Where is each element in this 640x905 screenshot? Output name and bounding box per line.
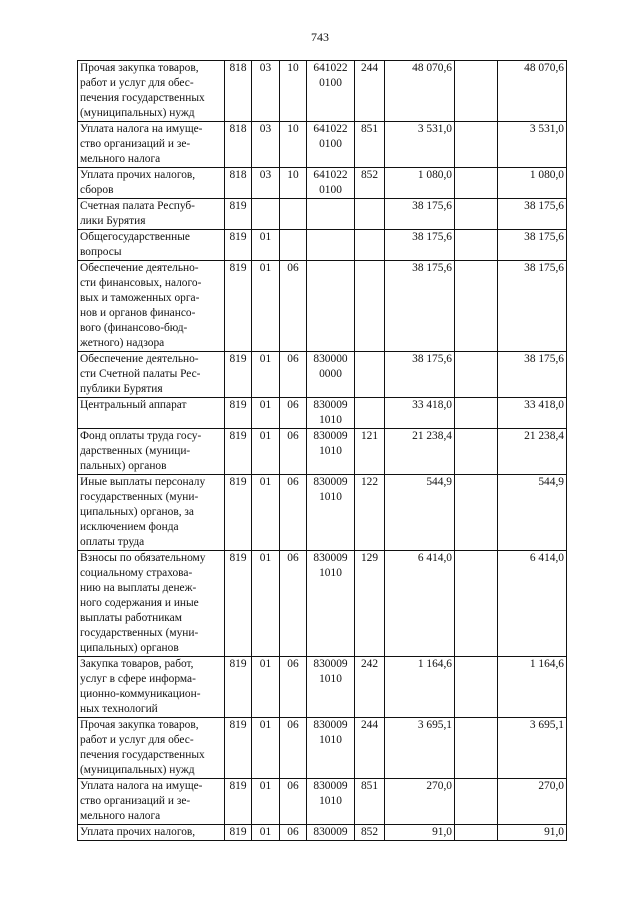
cell-total [498,429,567,475]
budget-table [77,60,567,841]
cell-ministry-code [225,657,252,718]
cell-ministry-code-text: 819 [229,826,247,838]
cell-amount [385,230,455,261]
cell-target-code-text: 830009 1010 [313,658,348,685]
table-row [78,261,567,352]
cell-target-code [307,718,355,779]
cell-name-text: Уплата прочих налогов, сборов [80,169,196,196]
cell-subsection-code [280,551,307,657]
cell-amount-2 [455,168,498,199]
cell-total-text: 38 175,6 [524,353,564,365]
cell-target-code [307,352,355,398]
cell-target-code [307,398,355,429]
table-row [78,475,567,551]
cell-section-code-text: 01 [259,430,272,442]
cell-subsection-code [280,261,307,352]
cell-expense-code-text: 242 [360,658,379,670]
table-row [78,352,567,398]
cell-total-text: 48 070,6 [524,62,564,74]
cell-amount-2 [455,122,498,168]
cell-name [78,718,225,779]
cell-name-text: Обеспечение деятельно- сти Счетной палаты Рес- публики Бурятия [80,353,201,395]
cell-expense-code [355,199,385,230]
cell-name [78,61,225,122]
cell-expense-code [355,551,385,657]
cell-section-code-text: 01 [259,476,272,488]
cell-amount-text: 91,0 [432,826,452,838]
cell-target-code [307,475,355,551]
cell-name [78,261,225,352]
cell-section-code [252,168,280,199]
table-row [78,657,567,718]
cell-amount [385,429,455,475]
table-row [78,429,567,475]
cell-subsection-code-text: 06 [287,476,299,488]
cell-expense-code [355,779,385,825]
cell-total [498,352,567,398]
cell-subsection-code [280,657,307,718]
cell-section-code-text: 01 [259,826,272,838]
cell-subsection-code [280,475,307,551]
cell-section-code-text: 01 [259,262,272,274]
cell-ministry-code-text: 819 [229,780,247,792]
cell-expense-code-text: 852 [360,169,379,181]
cell-target-code-text: 830009 1010 [313,430,348,457]
cell-amount-text: 3 531,0 [417,123,452,135]
cell-total [498,551,567,657]
cell-ministry-code-text: 819 [229,476,247,488]
cell-expense-code-text: 852 [360,826,379,838]
cell-expense-code [355,825,385,841]
cell-amount [385,168,455,199]
cell-name-text: Общегосударственные вопросы [80,231,190,258]
page-number: 743 [311,30,329,44]
cell-section-code [252,398,280,429]
cell-subsection-code-text: 06 [287,262,299,274]
cell-ministry-code [225,825,252,841]
cell-amount [385,475,455,551]
cell-name [78,122,225,168]
cell-amount-2 [455,352,498,398]
cell-subsection-code-text: 10 [287,123,299,135]
cell-amount-text: 6 414,0 [417,552,452,564]
table-row [78,61,567,122]
cell-expense-code [355,122,385,168]
cell-subsection-code [280,398,307,429]
cell-total-text: 1 080,0 [529,169,564,181]
cell-total-text: 1 164,6 [529,658,564,670]
cell-target-code [307,122,355,168]
cell-name [78,429,225,475]
cell-name [78,398,225,429]
cell-expense-code [355,61,385,122]
cell-ministry-code [225,718,252,779]
cell-total [498,168,567,199]
cell-expense-code [355,261,385,352]
cell-amount-text: 48 070,6 [412,62,452,74]
cell-amount-2 [455,61,498,122]
cell-total [498,657,567,718]
cell-ministry-code-text: 819 [229,200,247,212]
cell-ministry-code-text: 818 [229,123,247,135]
cell-target-code [307,199,355,230]
cell-subsection-code [280,718,307,779]
cell-name [78,199,225,230]
cell-ministry-code [225,429,252,475]
cell-section-code-text: 01 [259,231,272,243]
cell-section-code-text: 01 [259,552,272,564]
cell-total [498,230,567,261]
cell-ministry-code-text: 819 [229,430,247,442]
cell-subsection-code-text: 06 [287,399,299,411]
cell-total [498,825,567,841]
cell-ministry-code-text: 819 [229,231,247,243]
cell-expense-code-text: 851 [360,780,379,792]
cell-target-code [307,825,355,841]
cell-total-text: 6 414,0 [529,552,564,564]
table-row [78,398,567,429]
cell-amount-2 [455,199,498,230]
cell-name [78,825,225,841]
cell-name-text: Уплата налога на имуще- ство организаций и зе- мельного налога [80,780,203,822]
cell-total-text: 38 175,6 [524,262,564,274]
cell-total [498,398,567,429]
cell-expense-code-text: 121 [360,430,379,442]
cell-amount-text: 1 164,6 [417,658,452,670]
cell-target-code [307,551,355,657]
cell-amount-text: 38 175,6 [412,262,452,274]
cell-amount [385,261,455,352]
cell-ministry-code-text: 819 [229,262,247,274]
cell-total-text: 3 695,1 [529,719,564,731]
cell-total [498,261,567,352]
cell-target-code [307,230,355,261]
cell-name-text: Центральный аппарат [80,399,187,411]
cell-total-text: 3 531,0 [529,123,564,135]
cell-ministry-code-text: 819 [229,658,247,670]
cell-section-code-text: 01 [259,658,272,670]
cell-amount-text: 38 175,6 [412,231,452,243]
cell-section-code-text: 03 [259,123,272,135]
cell-ministry-code [225,122,252,168]
cell-expense-code [355,352,385,398]
cell-subsection-code [280,779,307,825]
cell-expense-code [355,429,385,475]
cell-subsection-code-text: 10 [287,169,299,181]
cell-expense-code-text: 122 [360,476,379,488]
cell-section-code [252,475,280,551]
cell-expense-code-text: 244 [360,62,379,74]
cell-amount-2 [455,429,498,475]
cell-section-code-text: 01 [259,399,272,411]
cell-amount-text: 21 238,4 [412,430,452,442]
cell-amount-text: 33 418,0 [412,399,452,411]
cell-expense-code [355,657,385,718]
cell-amount [385,199,455,230]
cell-amount-text: 544,9 [426,476,452,488]
cell-amount-text: 38 175,6 [412,353,452,365]
cell-target-code [307,429,355,475]
cell-amount [385,825,455,841]
cell-target-code [307,779,355,825]
cell-subsection-code [280,199,307,230]
cell-total [498,718,567,779]
cell-target-code [307,261,355,352]
cell-ministry-code-text: 818 [229,62,247,74]
cell-amount-text: 270,0 [426,780,452,792]
cell-amount-text: 38 175,6 [412,200,452,212]
cell-total [498,61,567,122]
cell-ministry-code [225,61,252,122]
cell-subsection-code-text: 06 [287,780,299,792]
cell-ministry-code [225,230,252,261]
cell-amount [385,398,455,429]
cell-subsection-code [280,230,307,261]
cell-section-code [252,718,280,779]
cell-subsection-code-text: 10 [287,62,299,74]
table-row [78,718,567,779]
cell-subsection-code [280,168,307,199]
cell-ministry-code [225,398,252,429]
cell-amount-2 [455,551,498,657]
cell-ministry-code [225,261,252,352]
cell-ministry-code [225,475,252,551]
cell-expense-code [355,398,385,429]
cell-target-code-text: 830009 1010 [313,552,348,579]
cell-section-code [252,825,280,841]
cell-amount [385,551,455,657]
table-row [78,168,567,199]
cell-target-code-text: 830009 [313,826,348,838]
cell-target-code-text: 641022 0100 [313,62,348,89]
cell-target-code-text: 830000 0000 [313,353,348,380]
cell-ministry-code-text: 819 [229,399,247,411]
cell-subsection-code [280,825,307,841]
table-row [78,122,567,168]
table-row [78,230,567,261]
cell-name [78,657,225,718]
cell-expense-code [355,168,385,199]
cell-section-code-text: 01 [259,353,272,365]
table-row [78,825,567,841]
cell-section-code [252,61,280,122]
cell-subsection-code-text: 06 [287,552,299,564]
cell-expense-code [355,230,385,261]
cell-section-code-text: 01 [259,780,272,792]
cell-amount [385,657,455,718]
cell-section-code-text: 03 [259,169,272,181]
table-row [78,551,567,657]
cell-amount-2 [455,230,498,261]
cell-ministry-code-text: 819 [229,353,247,365]
cell-subsection-code [280,61,307,122]
cell-name [78,230,225,261]
cell-section-code [252,230,280,261]
cell-subsection-code-text: 06 [287,658,299,670]
cell-name-text: Прочая закупка товаров, работ и услуг для обес- печения государственных (муниципальных) нужд [80,62,205,119]
cell-subsection-code-text: 06 [287,719,299,731]
cell-total-text: 38 175,6 [524,231,564,243]
cell-name-text: Взносы по обязательному социальному страхова- нию на выплаты денеж- ного содержания и иные выплаты работникам государственных (муни- ципальных) органов [80,552,206,654]
cell-target-code-text: 641022 0100 [313,169,348,196]
cell-target-code-text: 830009 1010 [313,780,348,807]
cell-total [498,779,567,825]
cell-amount [385,779,455,825]
cell-total [498,122,567,168]
cell-target-code-text: 830009 1010 [313,476,348,503]
cell-subsection-code [280,352,307,398]
cell-section-code [252,199,280,230]
cell-name [78,475,225,551]
cell-ministry-code [225,352,252,398]
cell-total [498,475,567,551]
cell-name-text: Счетная палата Респуб- лики Бурятия [80,200,195,227]
cell-target-code [307,168,355,199]
cell-amount-2 [455,261,498,352]
cell-name-text: Закупка товаров, работ, услуг в сфере информа- ционно-коммуникацион- ных технологий [80,658,201,715]
cell-subsection-code-text: 06 [287,353,299,365]
cell-section-code-text: 01 [259,719,272,731]
cell-amount-2 [455,825,498,841]
cell-target-code [307,61,355,122]
cell-section-code [252,551,280,657]
cell-name-text: Уплата налога на имуще- ство организаций и зе- мельного налога [80,123,203,165]
cell-section-code [252,352,280,398]
cell-ministry-code-text: 819 [229,719,247,731]
cell-ministry-code [225,779,252,825]
cell-section-code [252,779,280,825]
cell-amount-2 [455,779,498,825]
cell-total-text: 38 175,6 [524,200,564,212]
cell-total-text: 270,0 [538,780,564,792]
cell-total [498,199,567,230]
table-row [78,779,567,825]
cell-name-text: Иные выплаты персоналу государственных (муни- ципальных) органов, за исключением фонда оплаты труда [80,476,206,548]
cell-amount [385,122,455,168]
cell-name [78,779,225,825]
cell-total-text: 91,0 [544,826,564,838]
cell-name [78,168,225,199]
cell-name [78,352,225,398]
cell-section-code [252,429,280,475]
cell-subsection-code-text: 06 [287,826,299,838]
cell-ministry-code [225,199,252,230]
cell-amount-2 [455,718,498,779]
cell-total-text: 33 418,0 [524,399,564,411]
cell-amount-2 [455,475,498,551]
cell-target-code [307,657,355,718]
cell-expense-code-text: 129 [360,552,379,564]
cell-total-text: 544,9 [538,476,564,488]
cell-amount-2 [455,398,498,429]
cell-subsection-code-text: 06 [287,430,299,442]
cell-name-text: Прочая закупка товаров, работ и услуг для обес- печения государственных (муниципальных) нужд [80,719,205,776]
cell-target-code-text: 641022 0100 [313,123,348,150]
cell-expense-code-text: 244 [360,719,379,731]
cell-name-text: Обеспечение деятельно- сти финансовых, налого- вых и таможенных орга- нов и органов финансо- вого (финансово-бюд- жетного) надзора [80,262,202,349]
cell-total-text: 21 238,4 [524,430,564,442]
cell-section-code [252,261,280,352]
cell-name [78,551,225,657]
cell-name-text: Уплата прочих налогов, [80,826,196,838]
table-row [78,199,567,230]
cell-amount [385,352,455,398]
cell-amount-2 [455,657,498,718]
cell-section-code [252,122,280,168]
cell-expense-code-text: 851 [360,123,379,135]
cell-ministry-code-text: 819 [229,552,247,564]
cell-subsection-code [280,429,307,475]
cell-amount [385,718,455,779]
budget-table-body [78,61,567,841]
cell-amount-text: 3 695,1 [417,719,452,731]
cell-ministry-code-text: 818 [229,169,247,181]
cell-amount-text: 1 080,0 [417,169,452,181]
cell-amount [385,61,455,122]
cell-section-code-text: 03 [259,62,272,74]
cell-name-text: Фонд оплаты труда госу- дарственных (муници- пальных) органов [80,430,202,472]
cell-expense-code [355,718,385,779]
cell-target-code-text: 830009 1010 [313,719,348,746]
cell-ministry-code [225,168,252,199]
cell-section-code [252,657,280,718]
cell-ministry-code [225,551,252,657]
cell-target-code-text: 830009 1010 [313,399,348,426]
cell-subsection-code [280,122,307,168]
cell-expense-code [355,475,385,551]
